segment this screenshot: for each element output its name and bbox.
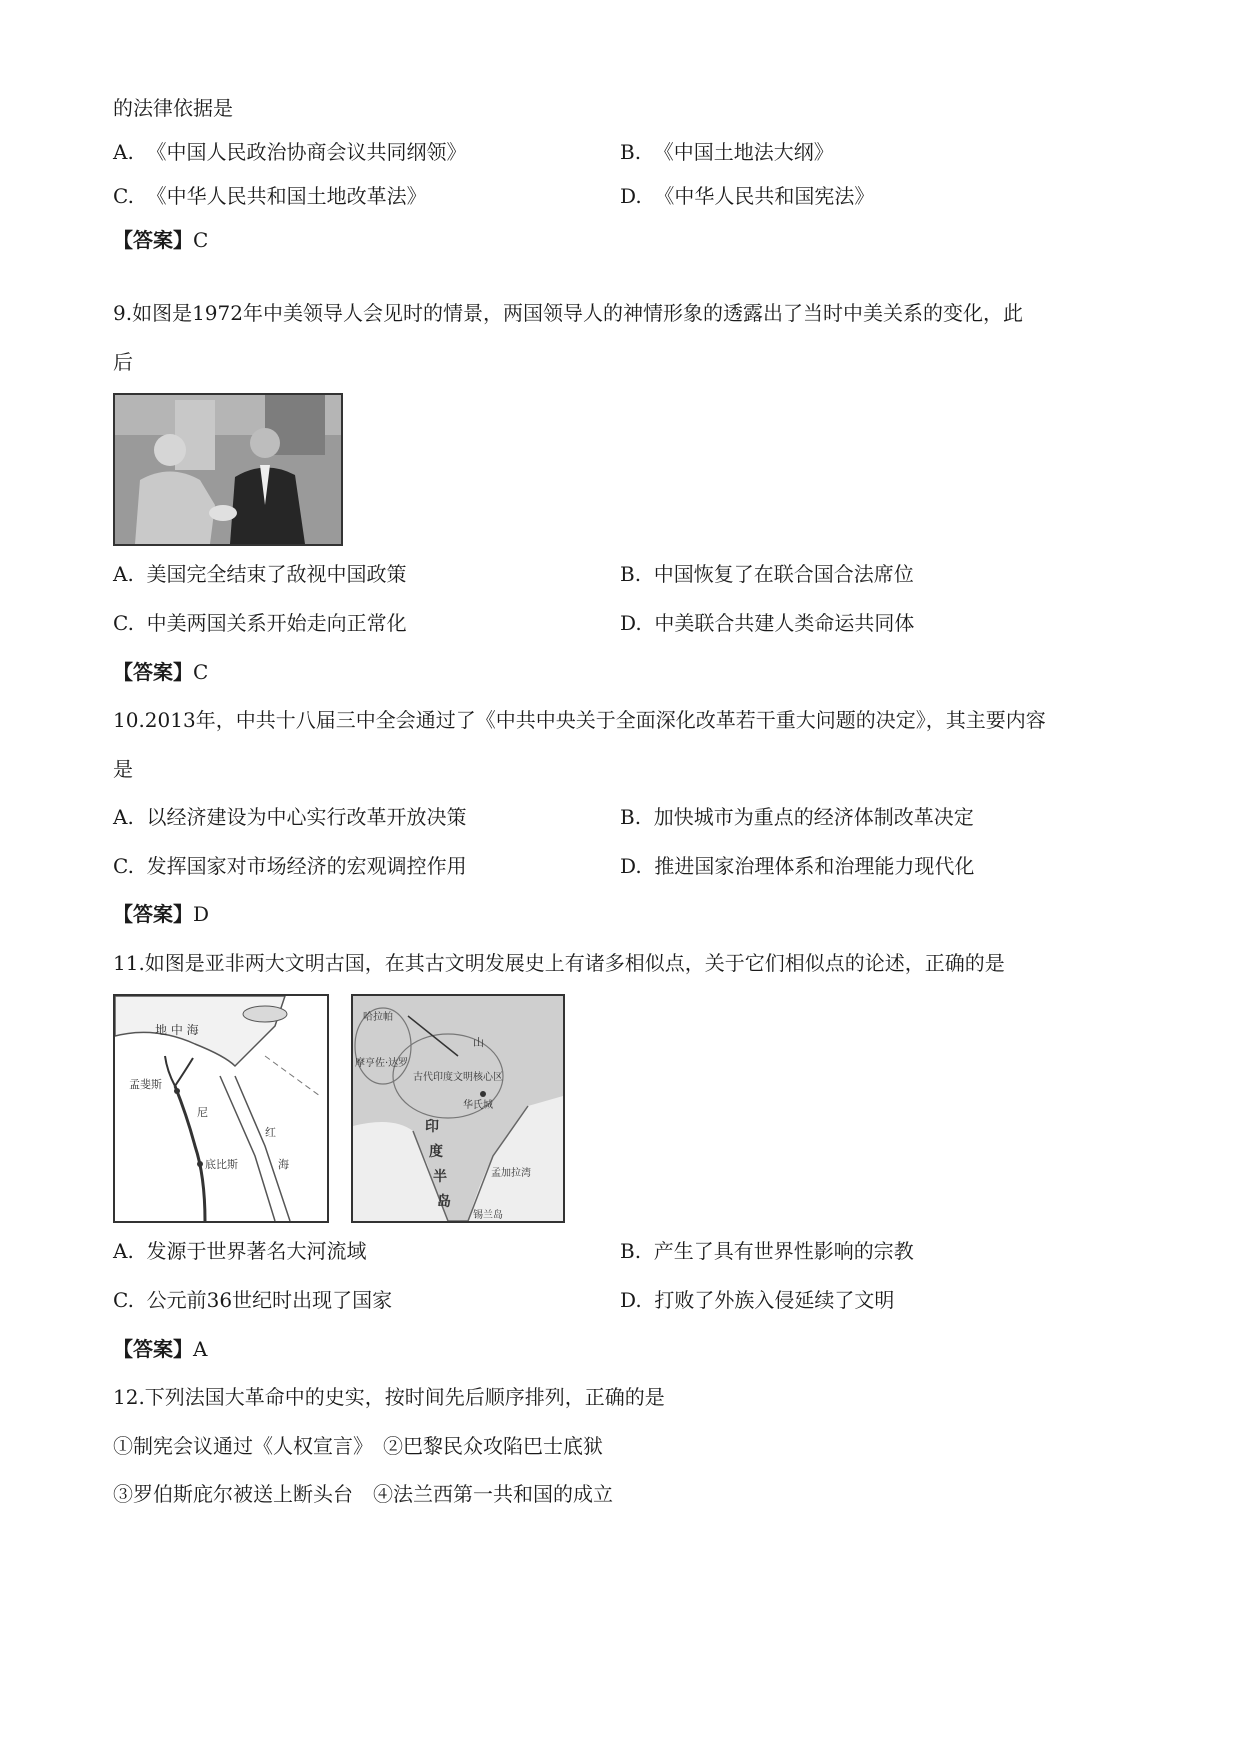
q9-photo-drawing [115, 395, 341, 544]
q11-india-label-city1: 哈拉帕 [363, 1012, 393, 1023]
q8-option-c-text: 《中华人民共和国土地改革法》 [146, 184, 427, 208]
q8-option-b[interactable] [620, 138, 834, 166]
q10-option-c-text: 发挥国家对市场经济的宏观调控作用 [146, 854, 467, 878]
q11-india-label-mt: 山 [473, 1036, 484, 1049]
q10-option-a-letter: A. [113, 805, 134, 829]
q11-india-label-pen2: 度 [429, 1144, 443, 1160]
q8-option-c-letter: C. [113, 184, 134, 208]
q8-stem-continuation: 的法律依据是 [113, 96, 233, 120]
q9-stem-line1: 9.如图是1972年中美领导人会见时的情景，两国领导人的神情形象的透露出了当时中美关系的变化，此 [113, 301, 1023, 325]
q10-option-a[interactable] [113, 803, 467, 831]
q11-egypt-label-city2: 底比斯 [205, 1158, 238, 1171]
q11-india-label-pen1: 印 [425, 1119, 439, 1135]
q11-option-b[interactable] [620, 1237, 914, 1265]
q10-stem-line2: 是 [113, 757, 133, 781]
q11-egypt-label-sea: 地 中 海 [155, 1023, 199, 1037]
q11-egypt-label-red2: 海 [278, 1158, 289, 1171]
q10-option-a-text: 以经济建设为中心实行改革开放决策 [146, 805, 467, 829]
q12-items-line1: ①制宪会议通过《人权宣言》 ②巴黎民众攻陷巴士底狱 [113, 1434, 603, 1458]
q8-option-b-letter: B. [620, 140, 642, 164]
q11-india-label-city3: 华氏城 [463, 1100, 493, 1111]
q10-option-d[interactable] [620, 852, 974, 880]
q10-option-d-text: 推进国家治理体系和治理能力现代化 [654, 854, 975, 878]
q11-option-a[interactable] [113, 1237, 367, 1265]
q9-option-d-text: 中美联合共建人类命运共同体 [654, 611, 915, 635]
q11-egypt-label-red1: 红 [265, 1126, 276, 1139]
q9-option-a-text: 美国完全结束了敌视中国政策 [146, 562, 407, 586]
q8-option-c[interactable] [113, 182, 427, 210]
q9-option-c[interactable] [113, 609, 407, 637]
q11-egypt-label-nile: 尼 [197, 1106, 208, 1119]
q11-map-india-drawing [353, 996, 563, 1221]
q8-option-b-text: 《中国土地法大纲》 [653, 140, 834, 164]
q11-option-d-text: 打败了外族入侵延续了文明 [654, 1288, 895, 1312]
q10-answer-label: 【答案】 [113, 902, 193, 926]
q10-option-b[interactable] [620, 803, 974, 831]
q11-option-b-letter: B. [620, 1239, 642, 1263]
q11-india-label-pen3: 半 [433, 1169, 447, 1185]
q11-egypt-label-city1: 孟斐斯 [129, 1078, 162, 1091]
q9-option-a-letter: A. [113, 562, 134, 586]
q11-india-label-pen4: 岛 [437, 1194, 451, 1210]
q10-answer-value: D [193, 902, 210, 926]
q9-option-c-letter: C. [113, 611, 134, 635]
q10-option-b-letter: B. [620, 805, 642, 829]
q9-photo-handshake [113, 393, 343, 546]
q9-option-b-letter: B. [620, 562, 642, 586]
q9-option-d[interactable] [620, 609, 914, 637]
q11-option-c[interactable] [113, 1286, 392, 1314]
q10-stem-line1: 10.2013年，中共十八届三中全会通过了《中共中央关于全面深化改革若干重大问题的决定》，其主要内容 [113, 708, 1046, 732]
q9-answer [113, 658, 208, 686]
q8-answer-value: C [193, 228, 209, 252]
q10-option-c[interactable] [113, 852, 467, 880]
q9-option-a[interactable] [113, 560, 407, 588]
q8-option-d-letter: D. [620, 184, 642, 208]
q11-answer-value: A [193, 1337, 208, 1361]
q10-option-b-text: 加快城市为重点的经济体制改革决定 [653, 805, 974, 829]
q11-option-d-letter: D. [620, 1288, 642, 1312]
q11-map-egypt-drawing [115, 996, 327, 1221]
q9-option-b-text: 中国恢复了在联合国合法席位 [653, 562, 914, 586]
q8-option-a-text: 《中国人民政治协商会议共同纲领》 [146, 140, 467, 164]
q9-answer-label: 【答案】 [113, 660, 193, 684]
q11-india-label-city2: 摩亨佐·达罗 [355, 1058, 409, 1069]
q11-answer [113, 1335, 207, 1363]
q8-option-d[interactable] [620, 182, 874, 210]
q11-india-label-bay: 孟加拉湾 [491, 1168, 531, 1179]
q8-option-a-letter: A. [113, 140, 134, 164]
q9-stem-line2: 后 [113, 350, 133, 374]
q12-items-line2: ③罗伯斯庇尔被送上断头台 ④法兰西第一共和国的成立 [113, 1482, 613, 1506]
q11-option-b-text: 产生了具有世界性影响的宗教 [653, 1239, 914, 1263]
q12-stem: 12.下列法国大革命中的史实，按时间先后顺序排列，正确的是 [113, 1385, 665, 1409]
q8-answer-label: 【答案】 [113, 228, 193, 252]
q8-option-a[interactable] [113, 138, 467, 166]
q9-option-c-text: 中美两国关系开始走向正常化 [146, 611, 407, 635]
q11-india-label-core: 古代印度文明核心区 [413, 1072, 503, 1083]
q9-option-d-letter: D. [620, 611, 642, 635]
q11-option-c-letter: C. [113, 1288, 134, 1312]
q11-option-a-text: 发源于世界著名大河流域 [146, 1239, 367, 1263]
q11-stem: 11.如图是亚非两大文明古国，在其古文明发展史上有诸多相似点，关于它们相似点的论述，正确的是 [113, 951, 1005, 975]
q11-india-label-island: 锡兰岛 [473, 1210, 503, 1221]
q11-answer-label: 【答案】 [113, 1337, 193, 1361]
q11-option-a-letter: A. [113, 1239, 134, 1263]
q8-answer [113, 226, 208, 254]
q9-option-b[interactable] [620, 560, 914, 588]
q10-answer [113, 900, 209, 928]
q8-option-d-text: 《中华人民共和国宪法》 [654, 184, 875, 208]
q11-map-egypt [113, 994, 329, 1223]
q11-option-d[interactable] [620, 1286, 894, 1314]
q11-option-c-text: 公元前36世纪时出现了国家 [146, 1288, 393, 1312]
q10-option-c-letter: C. [113, 854, 134, 878]
q10-option-d-letter: D. [620, 854, 642, 878]
q11-map-india [351, 994, 565, 1223]
q9-answer-value: C [193, 660, 209, 684]
